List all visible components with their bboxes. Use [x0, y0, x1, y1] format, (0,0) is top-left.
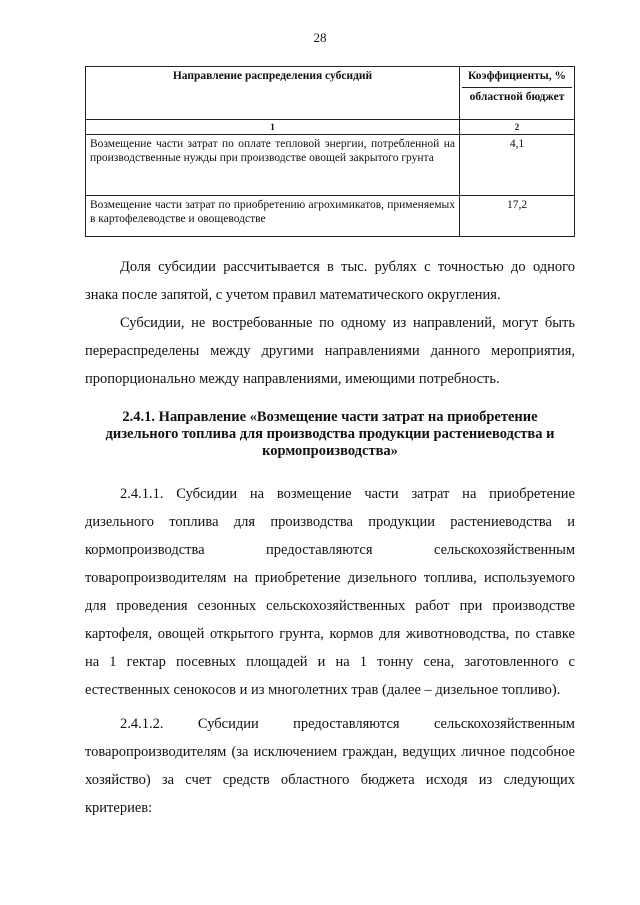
- paragraph-2-4-1-1: 2.4.1.1. Субсидии на возмещение части затрат на приобретение дизельного топлива для производства продукции растениеводства и кормопроизводства предоставляются сельскохозяйственным товаропроизводителям на приобретение дизельного топлива, используемого для проведения сезонных сельскохозяйственных работ при производстве картофеля, овощей открытого грунта, кормов для животноводства, по ставке на 1 гектар посевных площадей и на 1 тонну сена, заготовленного с естественных сенокосов и из многолетних трав (далее – дизельное топливо).: [85, 486, 575, 698]
- column-number-1: 1: [86, 120, 460, 135]
- header-coefficients: [460, 67, 575, 120]
- row-value: 17,2: [460, 196, 575, 237]
- column-number-2: 2: [460, 120, 575, 135]
- row-direction: Возмещение части затрат по приобретению агрохимикатов, применяемых в картофелеводстве и овощеводстве: [86, 196, 460, 237]
- row-direction: Возмещение части затрат по оплате тепловой энергии, потребленной на производственные нужды при производстве овощей закрытого грунта: [86, 135, 460, 196]
- section-heading: 2.4.1. Направление «Возмещение части затрат на приобретение дизельного топлива для производства продукции растениеводства и кормопроизводства»: [105, 409, 555, 459]
- header-direction: Направление распределения субсидий: [86, 67, 460, 120]
- paragraph-share: Доля субсидии рассчитывается в тыс. рублях с точностью до одного знака после запятой, с учетом правил математического округления.: [85, 259, 575, 303]
- page-number: 28: [313, 30, 327, 45]
- header-coef-sub: областной бюджет: [462, 87, 572, 104]
- row-value: 4,1: [460, 135, 575, 196]
- paragraph-2-4-1-2: 2.4.1.2. Субсидии предоставляются сельскохозяйственным товаропроизводителям (за исключением граждан, ведущих личное подсобное хозяйство) за счет средств областного бюджета исходя из следующих критериев:: [85, 716, 575, 816]
- header-coef-label: Коэффициенты, %: [468, 70, 566, 82]
- table-header-row: [86, 67, 575, 120]
- paragraph-redistribution: Субсидии, не востребованные по одному из направлений, могут быть перераспределены между другими направлениями данного мероприятия, пропорционально между направлениями, имеющими потребность.: [85, 315, 575, 387]
- subsidy-table: [85, 66, 575, 237]
- column-number-row: [86, 120, 575, 135]
- table-row: [86, 135, 575, 196]
- table-row: [86, 196, 575, 237]
